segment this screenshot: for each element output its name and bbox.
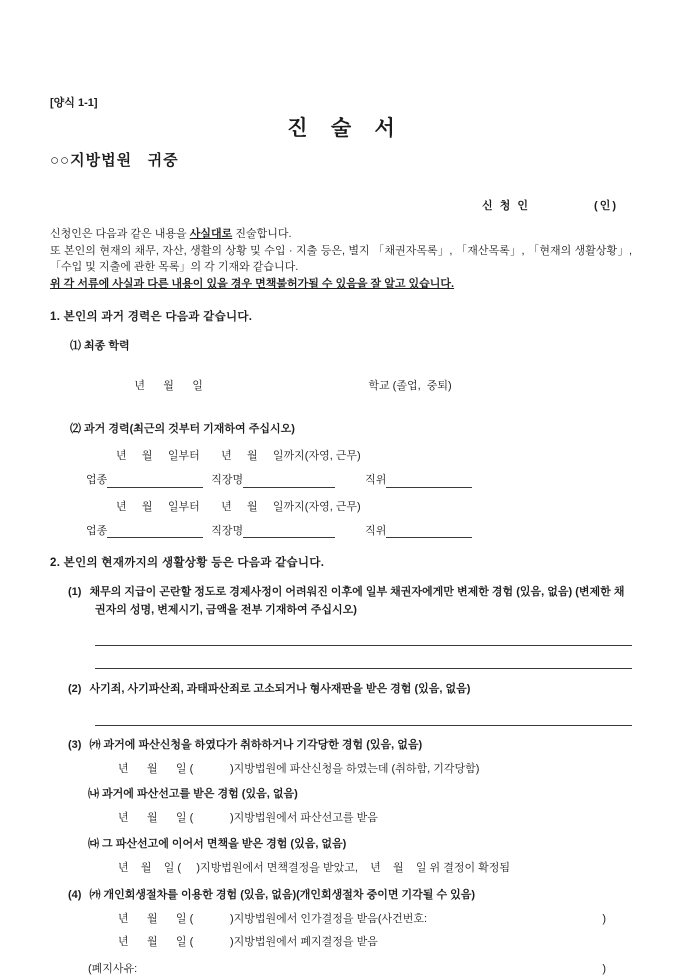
position-blank-line <box>386 524 472 538</box>
section-1 <box>50 310 632 538</box>
closure-reason-label: (폐지사유: <box>88 963 138 976</box>
item-1-number: (1) <box>68 585 82 598</box>
company-blank-line <box>243 474 335 488</box>
company-label: 직장명 <box>211 473 244 486</box>
item-3-head <box>68 738 632 753</box>
form-title: 진 술 서 <box>287 116 395 140</box>
intro-paragraph <box>50 226 632 292</box>
career-period-row-1: 년 월 일부터 년 월 일까지(자영, 근무) <box>116 450 361 463</box>
item-3-c-detail: 년 월 일 ( )지방법원에서 면책결정을 받았고, 년 월 일 위 결정이 확정됨 <box>118 861 511 874</box>
education-date-row <box>116 365 632 410</box>
intro-emphasis: 사실대로 <box>189 228 233 241</box>
item-4-a-label: ㈎ 개인회생절차를 이용한 경험 (있음, 없음)(개인회생절차 중이면 기각될 수 있음) <box>89 888 476 901</box>
industry-label: 업종 <box>86 473 108 486</box>
item-4-closure-detail: 년 월 일 ( )지방법원에서 폐지결정을 받음 <box>118 936 378 949</box>
item-1 <box>68 584 632 619</box>
item-4-number: (4) <box>68 888 82 901</box>
section1-heading: 1. 본인의 과거 경력은 다음과 같습니다. <box>50 311 253 324</box>
item-3-c-label: ㈐ 그 파산선고에 이어서 면책을 받은 경험 (있음, 없음) <box>88 838 347 851</box>
career-fields-row-1 <box>86 473 632 488</box>
career-period-row-2: 년 월 일부터 년 월 일까지(자영, 근무) <box>116 500 361 513</box>
industry-blank-line <box>107 524 203 538</box>
company-blank-line <box>243 524 335 538</box>
court-line: ○○지방법원 귀중 <box>50 152 179 170</box>
answer-blank-line <box>95 646 632 669</box>
intro-warning-text: 위 각 서류에 사실과 다른 내용이 있을 경우 면책불허가될 수 있음을 잘 알고 있습니다. <box>50 277 455 290</box>
applicant-label: 신 청 인 <box>482 200 531 213</box>
industry-label: 업종 <box>86 524 108 537</box>
industry-blank-line <box>107 474 203 488</box>
seal-placeholder: (인) <box>594 200 618 213</box>
intro-attachments-text: 또 본인의 현재의 채무, 자산, 생활의 상황 및 수입 · 지출 등은, 별지 「채권자목록」, 「재산목록」, 「현재의 생활상황」, 「수입 및 지출에 관한 목록」의 각 기재와 같습니다. <box>50 244 632 274</box>
company-label: 직장명 <box>211 524 244 537</box>
item-2-text: 사기죄, 사기파산죄, 과태파산죄로 고소되거나 형사재판을 받은 경험 (있음, 없음) <box>89 683 471 696</box>
position-label: 직위 <box>365 473 387 486</box>
position-blank-line <box>386 474 472 488</box>
applicant-row <box>50 199 618 214</box>
position-label: 직위 <box>365 524 387 537</box>
item-3-number: (3) <box>68 738 82 751</box>
answer-blank-line <box>95 703 632 726</box>
item-1-text: 채무의 지급이 곤란할 정도로 경제사정이 어려워진 이후에 일부 채권자에게만 변제한 경험 (있음, 없음) <box>89 585 576 598</box>
education-date-fields: 년 월 일 <box>134 380 203 393</box>
intro-text-2: 진술합니다. <box>232 228 292 241</box>
career-fields-row-2 <box>86 524 632 539</box>
section-2 <box>50 556 632 977</box>
closure-reason-close-paren: ) <box>602 963 606 976</box>
item-2 <box>68 681 632 699</box>
approval-detail-text: 년 월 일 ( )지방법원에서 인가결정을 받음(사건번호: <box>118 912 428 925</box>
approval-close-paren: ) <box>602 912 606 925</box>
intro-text-1: 신청인은 다음과 같은 내용을 <box>50 228 190 241</box>
item-4-head <box>68 888 632 903</box>
item-2-number: (2) <box>68 683 82 696</box>
item-3-b-detail: 년 월 일 ( )지방법원에서 파산선고를 받음 <box>118 812 378 825</box>
school-label: 학교 (졸업, 중퇴) <box>368 380 452 393</box>
item-3-a-detail: 년 월 일 ( )지방법원에 파산신청을 하였는데 (취하함, 기각당함) <box>118 762 480 775</box>
form-number: [양식 1-1] <box>50 97 98 109</box>
item-4-approval-detail <box>118 912 606 927</box>
education-label: ⑴ 최종 학력 <box>70 339 130 352</box>
item-3-a-label: ㈎ 과거에 파산신청을 하였다가 취하하거나 기각당한 경험 (있음, 없음) <box>89 738 423 751</box>
answer-blank-line <box>95 623 632 646</box>
career-label: ⑵ 과거 경력(최근의 것부터 기재하여 주십시오) <box>70 423 295 436</box>
section2-heading: 2. 본인의 현재까지의 생활상황 등은 다음과 같습니다. <box>50 557 325 570</box>
item-1-note: (변제한 채권자의 성명, 변제시기, 금액을 전부 기재하여 주십시오) <box>95 585 625 616</box>
closure-reason-row <box>88 962 606 977</box>
item-3-b-label: ㈏ 과거에 파산선고를 받은 경험 (있음, 없음) <box>88 788 298 801</box>
